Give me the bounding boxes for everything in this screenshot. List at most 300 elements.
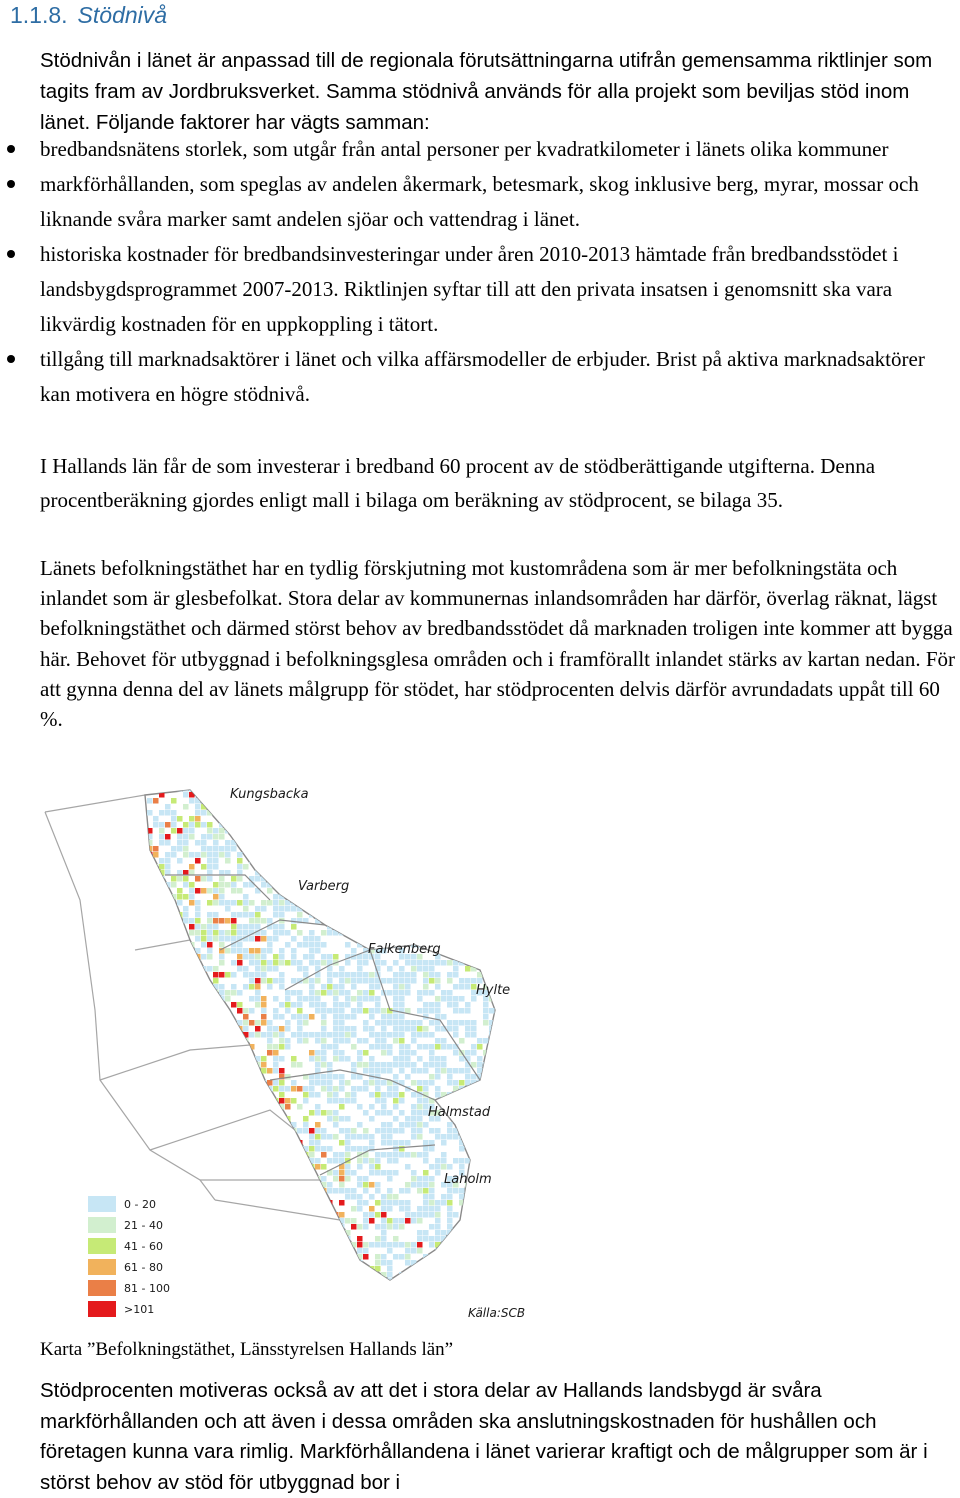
density-cell [153, 780, 159, 786]
density-cell [333, 1170, 339, 1176]
density-cell [201, 984, 207, 990]
density-cell [249, 828, 255, 834]
density-cell [273, 1278, 279, 1284]
density-cell [267, 810, 273, 816]
density-cell [381, 1236, 387, 1242]
density-cell [429, 792, 435, 798]
density-cell [381, 1200, 387, 1206]
density-cell [435, 1128, 441, 1134]
density-cell [213, 1224, 219, 1230]
density-cell [183, 1080, 189, 1086]
density-cell [183, 834, 189, 840]
density-cell [345, 1296, 351, 1302]
density-cell [429, 1020, 435, 1026]
density-cell [387, 1140, 393, 1146]
density-cell [267, 1104, 273, 1110]
density-cell [219, 828, 225, 834]
density-cell [495, 1152, 501, 1158]
density-cell [201, 792, 207, 798]
density-cell [195, 876, 201, 882]
density-cell [447, 840, 453, 846]
density-cell [447, 882, 453, 888]
density-cell [243, 1170, 249, 1176]
density-cell [375, 1008, 381, 1014]
density-cell [309, 1278, 315, 1284]
density-cell [399, 990, 405, 996]
density-cell [195, 1248, 201, 1254]
density-cell [291, 1182, 297, 1188]
density-cell [273, 1224, 279, 1230]
density-cell [483, 1134, 489, 1140]
density-cell [255, 1104, 261, 1110]
density-cell [453, 864, 459, 870]
density-cell [465, 1284, 471, 1290]
density-cell [261, 1248, 267, 1254]
density-cell [195, 906, 201, 912]
density-cell [255, 840, 261, 846]
density-cell [249, 1092, 255, 1098]
density-cell [333, 1026, 339, 1032]
density-cell [327, 1098, 333, 1104]
density-cell [381, 1026, 387, 1032]
density-cell [429, 882, 435, 888]
density-cell [147, 924, 153, 930]
density-cell [357, 960, 363, 966]
density-cell [363, 1110, 369, 1116]
density-cell [483, 780, 489, 786]
density-cell [483, 1236, 489, 1242]
density-cell [357, 1008, 363, 1014]
density-cell [159, 1014, 165, 1020]
density-cell [423, 1098, 429, 1104]
density-cell [183, 882, 189, 888]
density-cell [261, 1056, 267, 1062]
density-cell [441, 1278, 447, 1284]
density-cell [267, 942, 273, 948]
density-cell [441, 870, 447, 876]
density-cell [501, 1194, 507, 1200]
density-cell [177, 1020, 183, 1026]
density-cell [375, 1020, 381, 1026]
density-cell [207, 786, 213, 792]
density-cell [243, 966, 249, 972]
density-cell [489, 924, 495, 930]
density-cell [243, 984, 249, 990]
density-cell [501, 1086, 507, 1092]
density-cell [393, 1014, 399, 1020]
density-cell [195, 936, 201, 942]
density-cell [315, 1038, 321, 1044]
density-cell [243, 1152, 249, 1158]
density-cell [351, 1062, 357, 1068]
density-cell [315, 960, 321, 966]
density-cell [195, 1194, 201, 1200]
density-cell [219, 834, 225, 840]
density-cell [369, 1134, 375, 1140]
density-cell [393, 1140, 399, 1146]
density-cell [405, 834, 411, 840]
density-cell [411, 1092, 417, 1098]
density-cell [387, 1050, 393, 1056]
density-cell [381, 1170, 387, 1176]
density-cell [213, 858, 219, 864]
density-cell [177, 1056, 183, 1062]
density-cell [147, 1026, 153, 1032]
density-cell [231, 924, 237, 930]
density-cell [435, 1272, 441, 1278]
density-cell [303, 954, 309, 960]
density-cell [291, 834, 297, 840]
density-cell [369, 1218, 375, 1224]
density-cell [345, 1164, 351, 1170]
density-cell [363, 1254, 369, 1260]
density-cell [315, 1134, 321, 1140]
density-cell [381, 1032, 387, 1038]
density-cell [483, 1164, 489, 1170]
density-cell [339, 1290, 345, 1296]
density-cell [345, 822, 351, 828]
density-cell [405, 780, 411, 786]
density-cell [165, 924, 171, 930]
density-cell [249, 1056, 255, 1062]
density-cell [327, 834, 333, 840]
density-cell [159, 912, 165, 918]
density-cell [249, 1062, 255, 1068]
density-cell [489, 1050, 495, 1056]
density-cell [417, 1152, 423, 1158]
density-cell [261, 1008, 267, 1014]
density-cell [237, 888, 243, 894]
density-cell [495, 1224, 501, 1230]
density-cell [267, 1200, 273, 1206]
density-cell [159, 990, 165, 996]
density-cell [309, 996, 315, 1002]
density-cell [189, 972, 195, 978]
density-cell [267, 1194, 273, 1200]
density-cell [201, 840, 207, 846]
density-cell [339, 1242, 345, 1248]
factor-item [40, 132, 960, 167]
density-cell [507, 846, 513, 852]
density-cell [423, 1026, 429, 1032]
density-cell [189, 834, 195, 840]
density-cell [261, 876, 267, 882]
density-cell [249, 1020, 255, 1026]
density-cell [267, 840, 273, 846]
density-cell [195, 984, 201, 990]
density-cell [213, 1080, 219, 1086]
density-cell [243, 882, 249, 888]
density-cell [441, 990, 447, 996]
density-cell [273, 804, 279, 810]
density-cell [165, 1134, 171, 1140]
density-cell [387, 1206, 393, 1212]
density-cell [237, 852, 243, 858]
density-cell [285, 804, 291, 810]
density-cell [411, 1110, 417, 1116]
density-cell [315, 1080, 321, 1086]
density-cell [159, 1038, 165, 1044]
density-cell [351, 1260, 357, 1266]
density-cell [315, 1104, 321, 1110]
density-cell [435, 1008, 441, 1014]
density-cell [447, 828, 453, 834]
density-cell [147, 1116, 153, 1122]
density-cell [453, 1242, 459, 1248]
density-cell [393, 1086, 399, 1092]
density-cell [183, 912, 189, 918]
density-cell [345, 1032, 351, 1038]
density-cell [165, 1086, 171, 1092]
density-cell [285, 1266, 291, 1272]
density-cell [381, 918, 387, 924]
density-cell [147, 936, 153, 942]
density-cell [201, 1260, 207, 1266]
density-cell [399, 1020, 405, 1026]
density-cell [405, 1116, 411, 1122]
density-cell [507, 1104, 513, 1110]
density-cell [171, 948, 177, 954]
density-cell [249, 834, 255, 840]
density-cell [495, 1110, 501, 1116]
density-cell [189, 816, 195, 822]
density-cell [261, 1128, 267, 1134]
density-cell [465, 1068, 471, 1074]
density-cell [405, 1296, 411, 1302]
density-cell [219, 876, 225, 882]
density-cell [333, 1002, 339, 1008]
density-cell [357, 1248, 363, 1254]
density-cell [375, 888, 381, 894]
density-cell [357, 918, 363, 924]
density-cell [261, 1014, 267, 1020]
density-cell [201, 822, 207, 828]
density-cell [387, 1218, 393, 1224]
density-cell [231, 1080, 237, 1086]
density-cell [357, 1158, 363, 1164]
density-cell [387, 924, 393, 930]
density-cell [507, 1278, 513, 1284]
density-cell [345, 1284, 351, 1290]
density-cell [243, 1020, 249, 1026]
density-cell [411, 1152, 417, 1158]
density-cell [483, 966, 489, 972]
density-cell [243, 1122, 249, 1128]
density-cell [213, 786, 219, 792]
density-cell [297, 1032, 303, 1038]
density-cell [387, 900, 393, 906]
density-cell [357, 1050, 363, 1056]
density-cell [417, 888, 423, 894]
density-cell [273, 1182, 279, 1188]
density-cell [249, 912, 255, 918]
density-cell [489, 1164, 495, 1170]
density-cell [297, 810, 303, 816]
density-cell [285, 1158, 291, 1164]
density-cell [417, 1266, 423, 1272]
density-cell [309, 936, 315, 942]
density-cell [357, 1176, 363, 1182]
density-cell [183, 1014, 189, 1020]
density-cell [321, 984, 327, 990]
density-cell [465, 1026, 471, 1032]
density-cell [195, 1188, 201, 1194]
density-cell [195, 918, 201, 924]
density-cell [273, 1080, 279, 1086]
density-cell [417, 876, 423, 882]
density-cell [417, 918, 423, 924]
density-cell [165, 900, 171, 906]
density-cell [213, 1134, 219, 1140]
factor-item [40, 167, 960, 237]
density-cell [249, 1266, 255, 1272]
density-cell [231, 1212, 237, 1218]
density-cell [333, 1074, 339, 1080]
density-cell [171, 1122, 177, 1128]
density-cell [267, 1038, 273, 1044]
density-cell [171, 1020, 177, 1026]
density-cell [465, 792, 471, 798]
density-cell [393, 936, 399, 942]
section-number: 1.1.8. [10, 2, 68, 28]
density-cell [189, 894, 195, 900]
density-cell [315, 1296, 321, 1302]
density-cell [195, 1092, 201, 1098]
density-cell [261, 996, 267, 1002]
density-cell [327, 1236, 333, 1242]
density-cell [225, 918, 231, 924]
density-cell [255, 936, 261, 942]
density-cell [135, 822, 141, 828]
density-cell [345, 1116, 351, 1122]
density-cell [339, 1014, 345, 1020]
density-cell [189, 1194, 195, 1200]
density-cell [465, 918, 471, 924]
density-cell [249, 1170, 255, 1176]
density-cell [189, 1146, 195, 1152]
density-cell [339, 1248, 345, 1254]
density-cell [189, 954, 195, 960]
density-cell [207, 1014, 213, 1020]
density-cell [411, 966, 417, 972]
density-cell [285, 1020, 291, 1026]
density-cell [477, 948, 483, 954]
density-cell [345, 1194, 351, 1200]
density-cell [327, 918, 333, 924]
density-cell [177, 1158, 183, 1164]
density-cell [507, 882, 513, 888]
density-cell [231, 1092, 237, 1098]
density-cell [369, 846, 375, 852]
density-cell [369, 870, 375, 876]
density-cell [435, 1278, 441, 1284]
density-cell [315, 1146, 321, 1152]
density-cell [135, 1080, 141, 1086]
density-cell [483, 942, 489, 948]
density-cell [279, 1272, 285, 1278]
density-cell [141, 840, 147, 846]
density-cell [237, 810, 243, 816]
density-cell [261, 810, 267, 816]
density-cell [267, 918, 273, 924]
density-cell [435, 1134, 441, 1140]
density-cell [285, 996, 291, 1002]
density-cell [315, 942, 321, 948]
density-cell [255, 1254, 261, 1260]
density-cell [369, 924, 375, 930]
density-cell [453, 1026, 459, 1032]
density-cell [393, 1056, 399, 1062]
density-cell [381, 1050, 387, 1056]
density-cell [135, 858, 141, 864]
density-cell [381, 858, 387, 864]
density-cell [333, 1116, 339, 1122]
density-cell [417, 996, 423, 1002]
density-cell [333, 1254, 339, 1260]
density-cell [207, 864, 213, 870]
density-cell [273, 1044, 279, 1050]
density-cell [291, 828, 297, 834]
density-cell [345, 792, 351, 798]
density-cell [285, 1098, 291, 1104]
density-cell [405, 1164, 411, 1170]
density-cell [465, 978, 471, 984]
density-cell [441, 1014, 447, 1020]
density-cell [471, 1272, 477, 1278]
density-cell [267, 1068, 273, 1074]
density-cell [315, 1278, 321, 1284]
density-cell [291, 1260, 297, 1266]
density-cell [489, 804, 495, 810]
density-cell [435, 1284, 441, 1290]
density-cell [477, 1086, 483, 1092]
density-cell [429, 1242, 435, 1248]
density-cell [375, 876, 381, 882]
density-cell [489, 846, 495, 852]
density-cell [399, 1032, 405, 1038]
density-cell [345, 972, 351, 978]
density-cell [273, 1164, 279, 1170]
density-cell [243, 906, 249, 912]
density-cell [387, 1284, 393, 1290]
density-cell [495, 1038, 501, 1044]
density-cell [315, 840, 321, 846]
density-cell [429, 852, 435, 858]
density-cell [189, 1056, 195, 1062]
density-cell [243, 828, 249, 834]
density-cell [219, 1020, 225, 1026]
map-source-label: Källa:SCB [468, 1306, 526, 1320]
density-cell [243, 1074, 249, 1080]
density-cell [267, 882, 273, 888]
density-cell [267, 828, 273, 834]
density-cell [141, 978, 147, 984]
density-cell [375, 1038, 381, 1044]
density-cell [441, 828, 447, 834]
legend-label: >101 [124, 1303, 155, 1316]
density-cell [165, 960, 171, 966]
density-cell [309, 1206, 315, 1212]
density-cell [207, 1080, 213, 1086]
density-cell [321, 1002, 327, 1008]
density-cell [429, 816, 435, 822]
density-cell [195, 1122, 201, 1128]
density-cell [471, 810, 477, 816]
density-cell [501, 1164, 507, 1170]
density-cell [489, 780, 495, 786]
density-cell [345, 1170, 351, 1176]
density-cell [177, 840, 183, 846]
